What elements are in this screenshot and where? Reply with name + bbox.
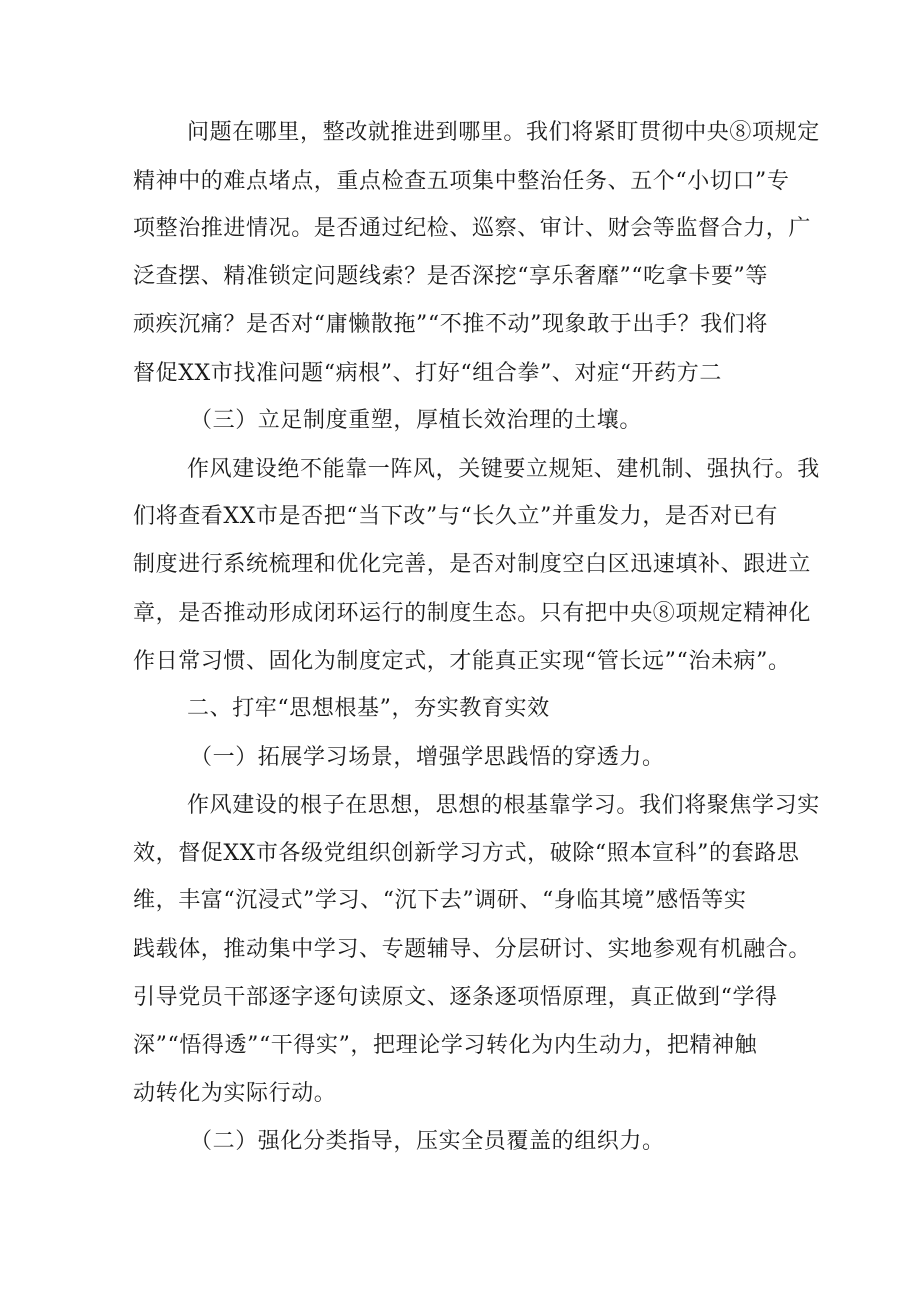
paragraph-line: 作日常习惯、固化为制度定式，才能真正实现“管长远”“治未病”。 [133,649,791,674]
paragraph-line: 项整治推进情况。是否通过纪检、巡察、审计、财会等监督合力，广 [133,216,812,241]
paragraph-line: 们将查看XX市是否把“当下改”与“长久立”并重发力，是否对已有 [133,504,778,529]
paragraph-line: 问题在哪里，整改就推进到哪里。我们将紧盯贯彻中央⑧项规定 [187,120,820,145]
paragraph-line: 制度进行系统梳理和优化完善，是否对制度空白区迅速填补、跟进立 [133,552,812,577]
section-heading: （一）拓展学习场景，增强学思践悟的穿透力。 [190,745,665,770]
paragraph-line: 章，是否推动形成闭环运行的制度生态。只有把中央⑧项规定精神化 [133,601,812,626]
paragraph-line: 精神中的难点堵点，重点检查五项集中整治任务、五个“小切口”专 [133,169,790,194]
paragraph-line: 动转化为实际行动。 [133,1081,337,1106]
paragraph-line: 践载体，推动集中学习、专题辅导、分层研讨、实地参观有机融合。 [133,937,812,962]
paragraph-line: 效，督促XX市各级党组织创新学习方式，破除“照本宣科”的套路思 [133,841,800,866]
paragraph-line: 顽疾沉痛？是否对“庸懒散拖”“不推不动”现象敢于出手？我们将 [133,312,768,337]
section-heading: （二）强化分类指导，压实全员覆盖的组织力。 [190,1129,665,1154]
paragraph-line: 维，丰富“沉浸式”学习、“沉下去”调研、“身临其境”感悟等实 [133,888,747,913]
paragraph-line: 泛查摆、精准锁定问题线索？是否深挖“享乐奢靡”“吃拿卡要”等 [133,264,768,289]
paragraph-line: 督促XX市找准问题“病根”、打好“组合拳”、对症“开药方二 [133,361,722,386]
chapter-heading: 二、打牢“思想根基”，夯实教育实效 [187,696,550,721]
paragraph-line: 作风建设的根子在思想，思想的根基靠学习。我们将聚焦学习实 [187,793,820,818]
paragraph-line: 引导党员干部逐字逐句读原文、逐条逐项悟原理，真正做到“学得 [133,985,778,1010]
section-heading: （三）立足制度重塑，厚植长效治理的土壤。 [190,408,643,433]
paragraph-line: 作风建设绝不能靠一阵风，关键要立规矩、建机制、强执行。我 [187,457,820,482]
paragraph-line: 深”“悟得透”“干得实”，把理论学习转化为内生动力，把精神触 [133,1033,758,1058]
